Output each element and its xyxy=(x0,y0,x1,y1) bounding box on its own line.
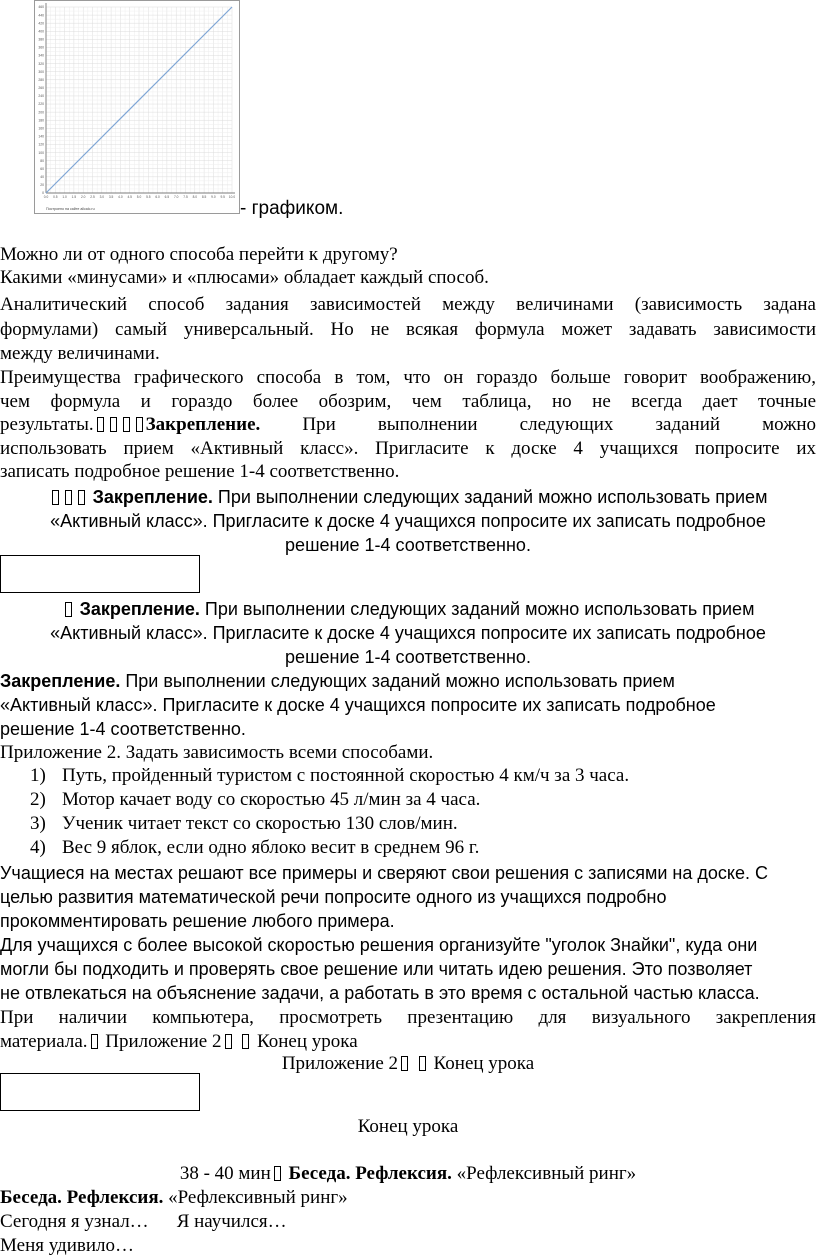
computer-line-1: При наличии компьютера, просмотреть презентацию для визуального закрепления xyxy=(0,1007,816,1028)
x-tick-label: 5.5 xyxy=(146,195,151,199)
paragraph-graphic-line-1: Преимущества графического способа в том, что он гораздо больше говорит воображению, xyxy=(0,367,816,388)
fast-students-line-3: не отвлекаться на объяснение задачи, а работать в это время с остальной частью класса. xyxy=(0,983,760,1003)
distance-time-chart xyxy=(34,0,240,214)
students-solve-line-3: прокомментировать решение любого примера. xyxy=(0,911,395,931)
consolidation-block-1-line-1: Закрепление. При выполнении следующих заданий можно использовать прием xyxy=(0,486,816,509)
consolidation-block-1-line-3: решение 1-4 соответственно. xyxy=(285,535,531,555)
x-tick-label: 5.0 xyxy=(136,195,142,199)
reflection-surprised: Меня удивило… xyxy=(0,1235,134,1256)
y-tick-label: 20 xyxy=(40,183,44,188)
chart-footnote: Построено на сайте allcalc.ru xyxy=(46,207,95,211)
y-tick-label: 280 xyxy=(38,77,44,82)
missing-glyph xyxy=(110,417,117,432)
paragraph-analytic-line-3: между величинами. xyxy=(0,343,160,364)
paragraph-analytic-line-2: формулами) самый универсальный. Но не всякая формула может задавать зависимости xyxy=(0,319,816,340)
graph-caption: - графиком. xyxy=(240,198,344,219)
y-tick-label: 240 xyxy=(38,94,44,99)
x-tick-label: 7.0 xyxy=(173,195,179,199)
x-tick-label: 0.5 xyxy=(53,195,58,199)
consolidation-block-2-line-3: решение 1-4 соответственно. xyxy=(285,647,531,667)
y-tick-label: 140 xyxy=(38,134,44,139)
consolidation-block-2-line-2: «Активный класс». Пригласите к доске 4 учащихся попросите их записать подробное xyxy=(50,623,766,643)
x-tick-label: 9.5 xyxy=(220,195,225,199)
x-tick-label: 8.5 xyxy=(201,195,207,199)
consolidation-block-3-line-2: «Активный класс». Пригласите к доске 4 учащихся попросите их записать подробное xyxy=(0,695,716,715)
paragraph-question-2: Какими «минусами» и «плюсами» обладает каждый способ. xyxy=(0,267,489,288)
y-tick-label: 120 xyxy=(38,142,44,147)
missing-glyph xyxy=(136,417,143,432)
x-tick-label: 10.0 xyxy=(228,195,236,199)
missing-glyph xyxy=(97,417,104,432)
y-tick-label: 420 xyxy=(38,21,44,26)
computer-line-2: материала. Приложение 2 Конец урока xyxy=(0,1031,358,1052)
missing-glyph xyxy=(242,1034,249,1049)
y-tick-label: 180 xyxy=(38,118,44,123)
reflection-time-line: 38 - 40 мин Беседа. Рефлексия. «Рефлексивный ринг» xyxy=(179,1163,637,1184)
missing-glyph xyxy=(419,1056,426,1071)
x-tick-label: 2.5 xyxy=(90,195,95,199)
consolidation-block-1-line-2: «Активный класс». Пригласите к доске 4 учащихся попросите их записать подробное xyxy=(50,511,766,531)
y-tick-label: 340 xyxy=(38,53,44,58)
appendix-2-end-centered: Приложение 2 Конец урока xyxy=(281,1053,535,1074)
y-tick-label: 460 xyxy=(38,5,44,10)
missing-glyph xyxy=(225,1034,232,1049)
paragraph-analytic-line-1: Аналитический способ задания зависимостей между величинами (зависимость задана xyxy=(0,294,816,315)
paragraph-graphic-line-5: записать подробное решение 1-4 соответственно. xyxy=(0,461,400,482)
x-tick-label: 4.0 xyxy=(118,195,123,199)
appendix-2-intro: Приложение 2. Задать зависимость всеми способами. xyxy=(0,742,434,763)
x-tick-label: 8.0 xyxy=(192,195,198,199)
x-tick-label: 2.0 xyxy=(80,195,86,199)
missing-glyph xyxy=(65,602,72,617)
consolidation-block-2-line-1: Закрепление. При выполнении следующих заданий можно использовать прием xyxy=(0,598,816,621)
paragraph-graphic-line-2: чем формула и гораздо более обозрим, чем таблица, но не всегда дает точные xyxy=(0,391,816,412)
missing-glyph xyxy=(401,1056,408,1071)
fast-students-line-2: могли бы подходить и проверять свое решение или читать идею решения. Это позволяет xyxy=(0,959,753,979)
y-tick-label: 300 xyxy=(38,69,44,74)
paragraph-graphic-line-4: использовать прием «Активный класс». Пригласите к доске 4 учащихся попросите их xyxy=(0,438,816,459)
x-tick-label: 3.5 xyxy=(108,195,114,199)
x-tick-label: 1.5 xyxy=(71,195,77,199)
y-tick-label: 60 xyxy=(40,166,44,171)
reflection-heading: Беседа. Рефлексия. «Рефлексивный ринг» xyxy=(0,1187,348,1208)
missing-glyph xyxy=(123,417,130,432)
x-tick-label: 1.0 xyxy=(62,195,67,199)
y-tick-label: 440 xyxy=(38,13,44,18)
consolidation-block-3-line-3: решение 1-4 соответственно. xyxy=(0,719,246,739)
x-tick-label: 6.5 xyxy=(164,195,170,199)
y-tick-label: 260 xyxy=(38,86,44,91)
y-tick-label: 0 xyxy=(42,191,44,196)
y-tick-label: 40 xyxy=(40,175,44,180)
end-of-lesson: Конец урока xyxy=(357,1116,459,1137)
x-tick-label: 3.0 xyxy=(99,195,105,199)
reflection-prompts: Сегодня я узнал… Я научился… xyxy=(0,1211,287,1232)
students-solve-line-1: Учащиеся на местах решают все примеры и сверяют свои решения с записями на доске. С xyxy=(0,863,768,883)
y-tick-label: 200 xyxy=(38,110,44,115)
x-tick-label: 9.0 xyxy=(211,195,216,199)
x-tick-label: 0.0 xyxy=(43,195,49,199)
missing-glyph xyxy=(274,1166,281,1181)
missing-glyph xyxy=(52,490,59,505)
missing-glyph xyxy=(91,1034,98,1049)
consolidation-block-3-line-1: Закрепление. При выполнении следующих заданий можно использовать прием xyxy=(0,671,675,691)
paragraph-graphic-line-3: результаты. Закрепление. При выполнении следующих заданий можно xyxy=(0,414,816,435)
missing-glyph xyxy=(78,490,85,505)
y-tick-label: 400 xyxy=(38,29,44,34)
y-tick-label: 160 xyxy=(38,126,44,131)
y-tick-label: 320 xyxy=(38,61,44,66)
y-tick-label: 360 xyxy=(38,45,44,50)
fast-students-line-1: Для учащихся с более высокой скоростью решения организуйте "уголок Знайки", куда они xyxy=(0,935,758,955)
y-tick-label: 380 xyxy=(38,37,44,42)
y-tick-label: 100 xyxy=(38,150,44,155)
empty-frame-1 xyxy=(0,555,200,593)
x-tick-label: 6.0 xyxy=(155,195,160,199)
x-tick-label: 7.5 xyxy=(183,195,188,199)
y-tick-label: 80 xyxy=(40,158,44,163)
empty-frame-2 xyxy=(0,1073,200,1111)
missing-glyph xyxy=(65,490,72,505)
paragraph-question-1: Можно ли от одного способа перейти к другому? xyxy=(0,244,398,265)
students-solve-line-2: целью развития математической речи попросите одного из учащихся подробно xyxy=(0,887,667,907)
y-tick-label: 220 xyxy=(38,102,44,107)
x-tick-label: 4.5 xyxy=(127,195,132,199)
